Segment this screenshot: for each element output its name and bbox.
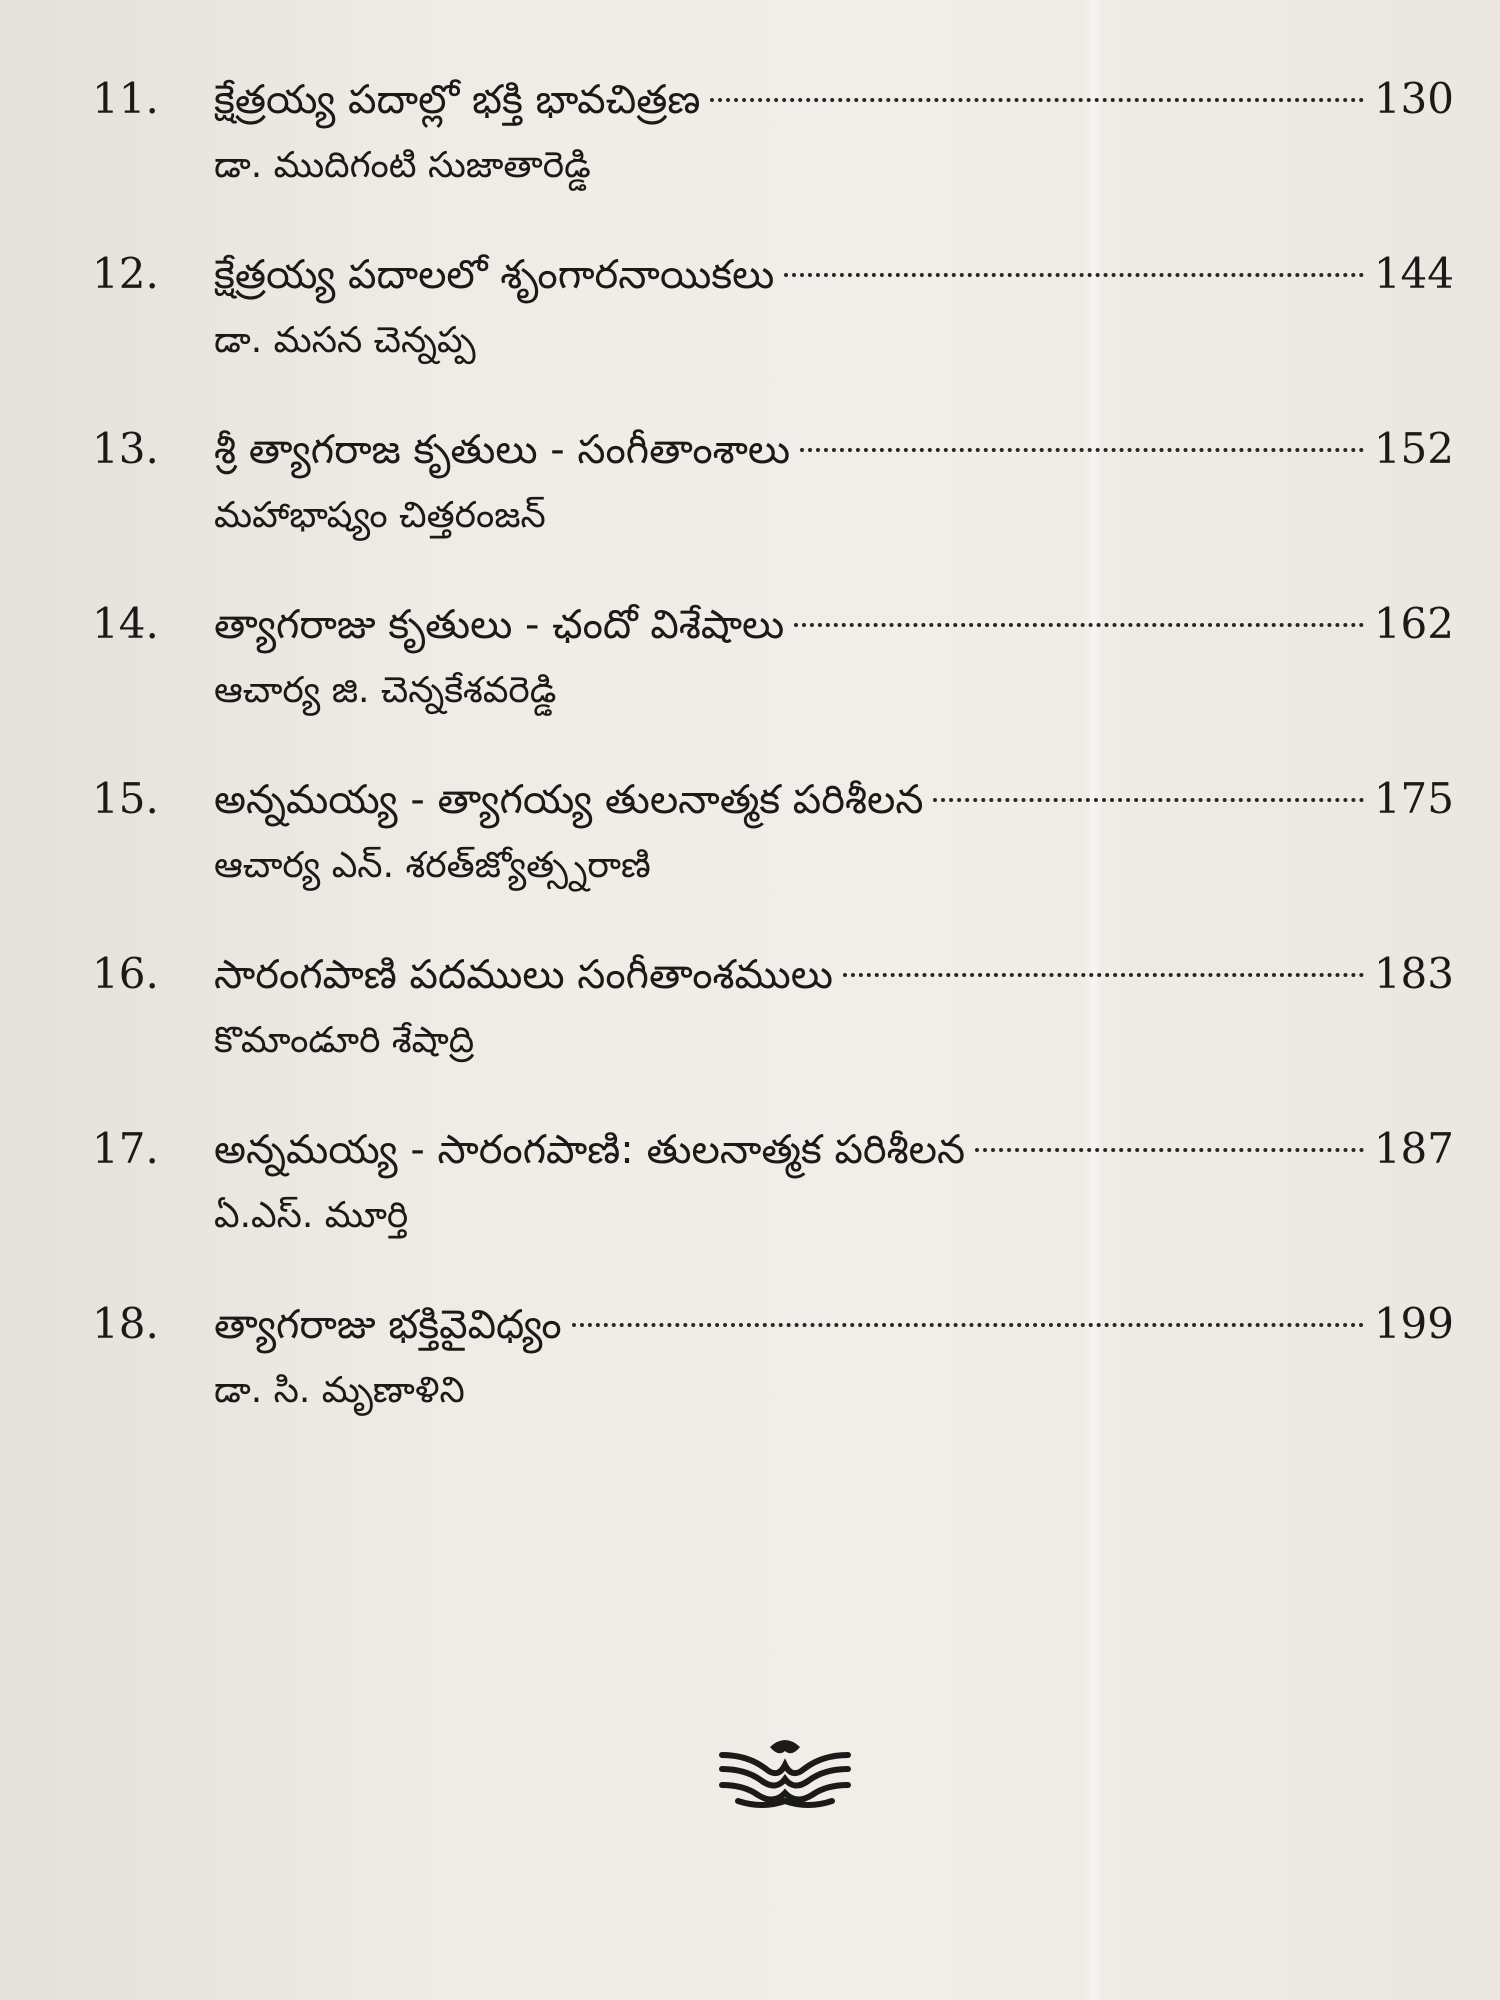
entry-number: 17.	[92, 1124, 159, 1173]
entry-number: 16.	[92, 949, 159, 998]
dot-leader	[794, 623, 1364, 627]
entry-number: 11.	[92, 74, 159, 123]
entry-page-number: 130	[1373, 74, 1454, 123]
entry-page-number: 152	[1373, 424, 1454, 473]
entry-page-number: 199	[1373, 1299, 1454, 1348]
entry-page-number: 144	[1373, 249, 1454, 298]
dot-leader	[784, 273, 1363, 277]
entry-title-row	[214, 943, 1454, 1005]
entry-number: 18.	[92, 1299, 159, 1348]
toc-entry	[0, 233, 1500, 408]
toc-entry	[0, 58, 1500, 233]
entry-title: అన్నమయ్య - సారంగపాణి: తులనాత్మక పరిశీలన	[214, 1127, 966, 1173]
decorative-ornament-icon	[718, 1735, 852, 1811]
entry-title-row	[214, 1293, 1454, 1355]
table-of-contents	[0, 58, 1500, 1458]
entry-title-row	[214, 418, 1454, 480]
entry-title-row	[214, 68, 1454, 130]
dot-leader	[975, 1148, 1364, 1152]
entry-author: కొమాండూరి శేషాద్రి	[214, 1020, 475, 1061]
entry-title-row	[214, 593, 1454, 655]
entry-page-number: 162	[1373, 599, 1454, 648]
entry-author: ఆచార్య ఎన్. శరత్‌జ్యోత్స్నరాణి	[214, 845, 651, 886]
entry-title: త్యాగరాజు కృతులు - ఛందో విశేషాలు	[214, 602, 785, 648]
entry-author: ఏ.ఎస్. మూర్తి	[214, 1195, 409, 1236]
toc-entry	[0, 408, 1500, 583]
entry-page-number: 187	[1373, 1124, 1454, 1173]
dot-leader	[710, 98, 1363, 102]
entry-number: 15.	[92, 774, 159, 823]
entry-author: డా. సి. మృణాళిని	[214, 1370, 465, 1411]
entry-title: క్షేత్రయ్య పదాలలో శృంగారనాయికలు	[214, 252, 775, 298]
dot-leader	[800, 448, 1364, 452]
entry-number: 14.	[92, 599, 159, 648]
entry-author: డా. ముదిగంటి సుజాతారెడ్డి	[214, 145, 591, 186]
toc-entry	[0, 583, 1500, 758]
toc-entry	[0, 758, 1500, 933]
entry-title-row	[214, 768, 1454, 830]
entry-number: 13.	[92, 424, 159, 473]
entry-title: సారంగపాణి పదములు సంగీతాంశములు	[214, 952, 833, 998]
entry-title: క్షేత్రయ్య పదాల్లో భక్తి భావచిత్రణ	[214, 77, 701, 123]
entry-title: అన్నమయ్య - త్యాగయ్య తులనాత్మక పరిశీలన	[214, 777, 924, 823]
entry-page-number: 175	[1373, 774, 1454, 823]
dot-leader	[933, 798, 1363, 802]
entry-title: శ్రీ త్యాగరాజ కృతులు - సంగీతాంశాలు	[214, 427, 791, 473]
dot-leader	[843, 973, 1364, 977]
entry-author: మహాభాష్యం చిత్తరంజన్	[214, 495, 546, 536]
entry-page-number: 183	[1373, 949, 1454, 998]
entry-number: 12.	[92, 249, 159, 298]
dot-leader	[572, 1323, 1364, 1327]
toc-entry	[0, 933, 1500, 1108]
entry-title-row	[214, 243, 1454, 305]
toc-entry	[0, 1283, 1500, 1458]
entry-title-row	[214, 1118, 1454, 1180]
entry-author: ఆచార్య జి. చెన్నకేశవరెడ్డి	[214, 670, 557, 711]
entry-author: డా. మసన చెన్నప్ప	[214, 320, 476, 361]
toc-entry	[0, 1108, 1500, 1283]
entry-title: త్యాగరాజు భక్తివైవిధ్యం	[214, 1302, 562, 1348]
